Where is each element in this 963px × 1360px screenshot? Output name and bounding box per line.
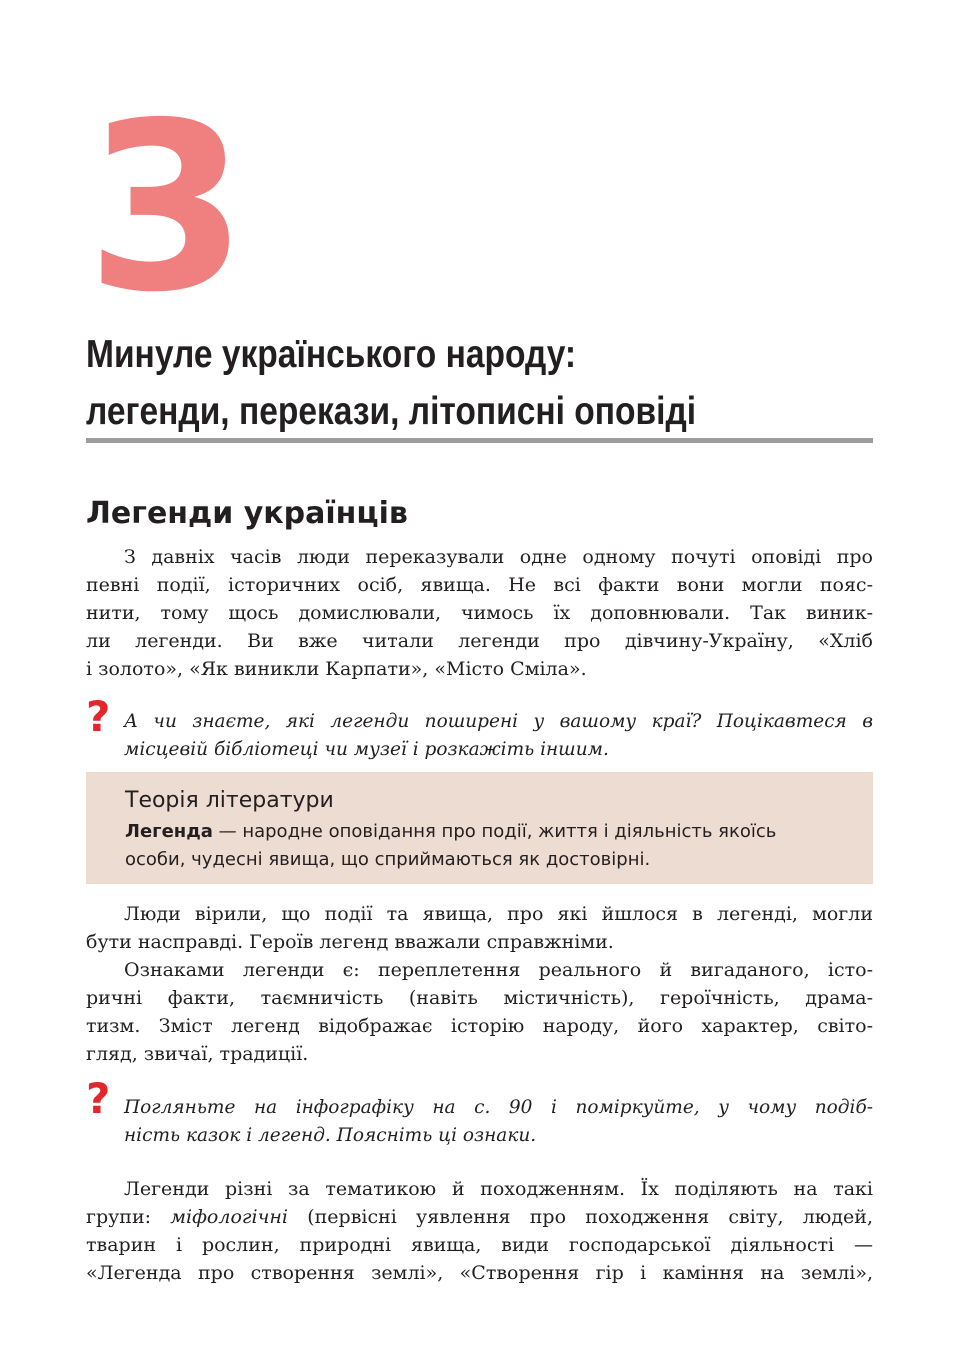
theory-box bbox=[86, 772, 873, 884]
question-line: А чи знаєте, які легенди поширені у вашому краї? Поцікавтеся в bbox=[124, 711, 873, 732]
paragraph-line: нити, тому щось домислювали, чимось їх доповнювали. Так виник- bbox=[86, 602, 873, 624]
paragraph-line: ли легенди. Ви вже читали легенди про дівчину-Україну, «Хліб bbox=[86, 630, 873, 652]
chapter-title bbox=[86, 326, 774, 440]
theory-definition-line-2: особи, чудесні явища, що сприймаються як достовірні. bbox=[125, 849, 651, 870]
paragraph-line: З давніх часів люди переказували одне одному почуті оповіді про bbox=[124, 546, 873, 568]
theory-definition-line-1: — народне оповідання про події, життя і діяльність якоїсь bbox=[212, 821, 777, 842]
paragraph-line bbox=[86, 1203, 873, 1231]
mythological-term: міфологічні bbox=[170, 1206, 289, 1228]
paragraph-features bbox=[86, 956, 873, 1068]
theory-term: Легенда bbox=[125, 821, 213, 842]
paragraph-line: певні події, історичних осіб, явища. Не всі факти вони могли пояс- bbox=[86, 574, 873, 596]
question-mark-icon: ? bbox=[86, 1074, 111, 1123]
chapter-number: 3 bbox=[86, 73, 244, 343]
paragraph-belief bbox=[86, 900, 873, 956]
paragraph-line: «Легенда про створення землі», «Створення гір і каміння на землі», bbox=[86, 1262, 873, 1284]
question-local-legends bbox=[124, 708, 873, 764]
question-line: місцевій бібліотеці чи музеї і розкажіть іншим. bbox=[124, 739, 609, 760]
paragraph-line: бути насправді. Героїв легенд вважали справжніми. bbox=[86, 931, 614, 953]
paragraph-line: тварин і рослин, природні явища, види господарської діяльності — bbox=[86, 1234, 873, 1256]
theory-definition bbox=[125, 818, 865, 874]
question-line: Погляньте на інфографіку на с. 90 і поміркуйте, у чому подіб- bbox=[124, 1097, 873, 1118]
paragraph-groups bbox=[86, 1175, 873, 1287]
section-heading: Легенди українців bbox=[86, 496, 408, 531]
theory-title: Теорія літератури bbox=[125, 788, 334, 813]
chapter-title-line-2: легенди, перекази, літописні оповіді bbox=[86, 390, 697, 433]
question-infographic bbox=[124, 1094, 873, 1150]
paragraph-line: ричні факти, таємничість (навіть містичність), героїчність, драма- bbox=[86, 987, 873, 1009]
title-divider bbox=[86, 438, 873, 443]
paragraph-line: Люди вірили, що події та явища, про які йшлося в легенді, могли bbox=[124, 903, 873, 925]
paragraph-line-start: групи: bbox=[86, 1206, 171, 1228]
paragraph-intro bbox=[86, 543, 873, 683]
question-line: ність казок і легенд. Поясніть ці ознаки. bbox=[124, 1125, 537, 1146]
paragraph-line-end: (первісні уявлення про походження світу, людей, bbox=[288, 1206, 873, 1228]
chapter-title-line-1: Минуле українського народу: bbox=[86, 333, 577, 376]
paragraph-line: гляд, звичаї, традиції. bbox=[86, 1043, 309, 1065]
paragraph-line: Легенди різні за тематикою й походженням. Їх поділяють на такі bbox=[124, 1178, 873, 1200]
paragraph-line: тизм. Зміст легенд відображає історію народу, його характер, світо- bbox=[86, 1015, 873, 1037]
paragraph-line: і золото», «Як виникли Карпати», «Місто Сміла». bbox=[86, 658, 587, 680]
paragraph-line: Ознаками легенди є: переплетення реального й вигаданого, істо- bbox=[124, 959, 873, 981]
question-mark-icon: ? bbox=[86, 692, 111, 741]
